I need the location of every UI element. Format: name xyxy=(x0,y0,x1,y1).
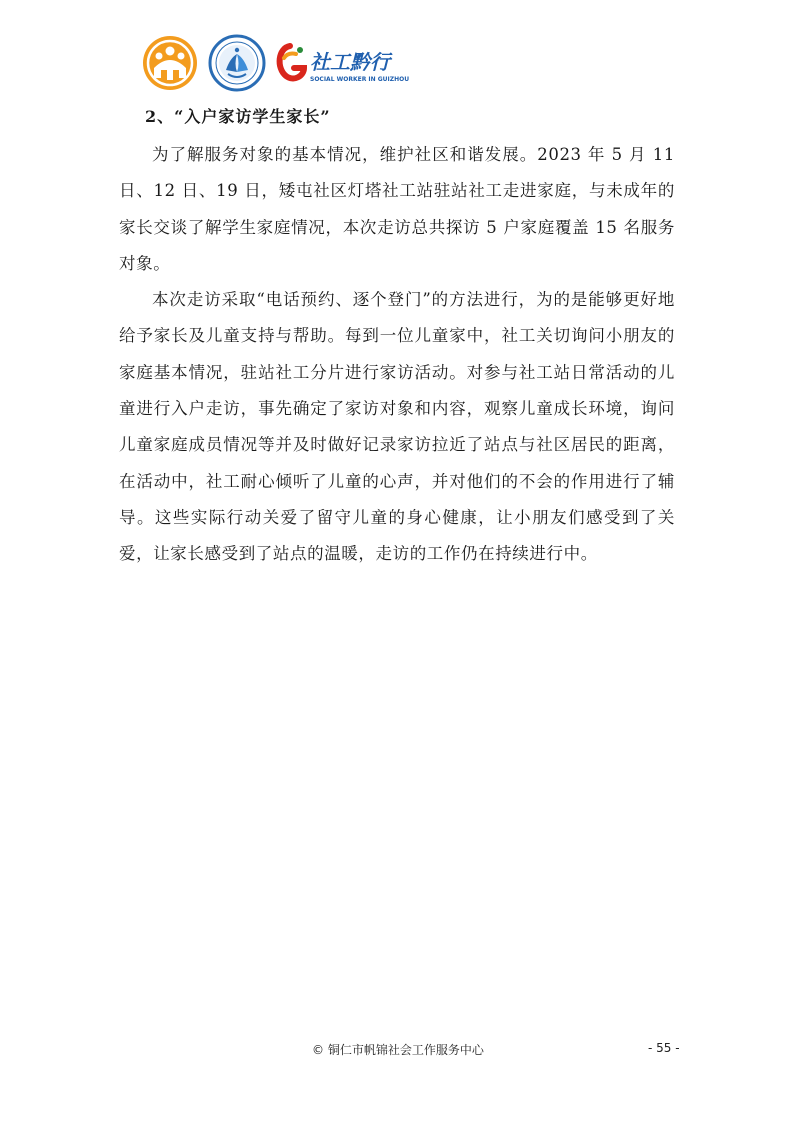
shegong-qianxing-logo-icon xyxy=(274,38,410,88)
paragraph: 本次走访采取“电话预约、逐个登门”的方法进行，为的是能够更好地给予家长及儿童支持与帮助。每到一位儿童家中，社工关切询问小朋友的家庭基本情况，驻站社工分片进行家访活动。对参与社工站日常活动的儿童进行入户走访，事先确定了家访对象和内容，观察儿童成长环境，询问儿童家庭成员情况等并及时做好记录家访拉近了站点与社区居民的距离，在活动中，社工耐心倾听了儿童的心声，并对他们的不会的作用进行了辅导。这些实际行动关爱了留守儿童的身心健康，让小朋友们感受到了关爱，让家长感受到了站点的温暖，走访的工作仍在持续进行中。 xyxy=(119,290,675,564)
footer-copyright: © 铜仁市帆锦社会工作服务中心 xyxy=(312,1043,484,1057)
page-number: - 55 - xyxy=(648,1041,680,1055)
social-work-association-emblem-icon xyxy=(208,34,266,92)
body-text xyxy=(119,137,675,573)
paragraph: 为了解服务对象的基本情况，维护社区和谐发展。2023 年 5 月 11 日、12 日、19 日，矮屯社区灯塔社工站驻站社工走进家庭，与未成年的家长交谈了解学生家庭情况，本次走访总共探访 5 户家庭覆盖 15 名服务对象。 xyxy=(119,145,675,273)
logo-subtext: SOCIAL WORKER IN GUIZHOU xyxy=(310,76,410,83)
page-footer xyxy=(0,1041,793,1059)
family-emblem-icon xyxy=(140,34,200,92)
section-title: 2、“入户家访学生家长” xyxy=(145,107,331,126)
header-logos xyxy=(140,33,410,93)
logo-text: 社工黔行 xyxy=(310,50,390,74)
